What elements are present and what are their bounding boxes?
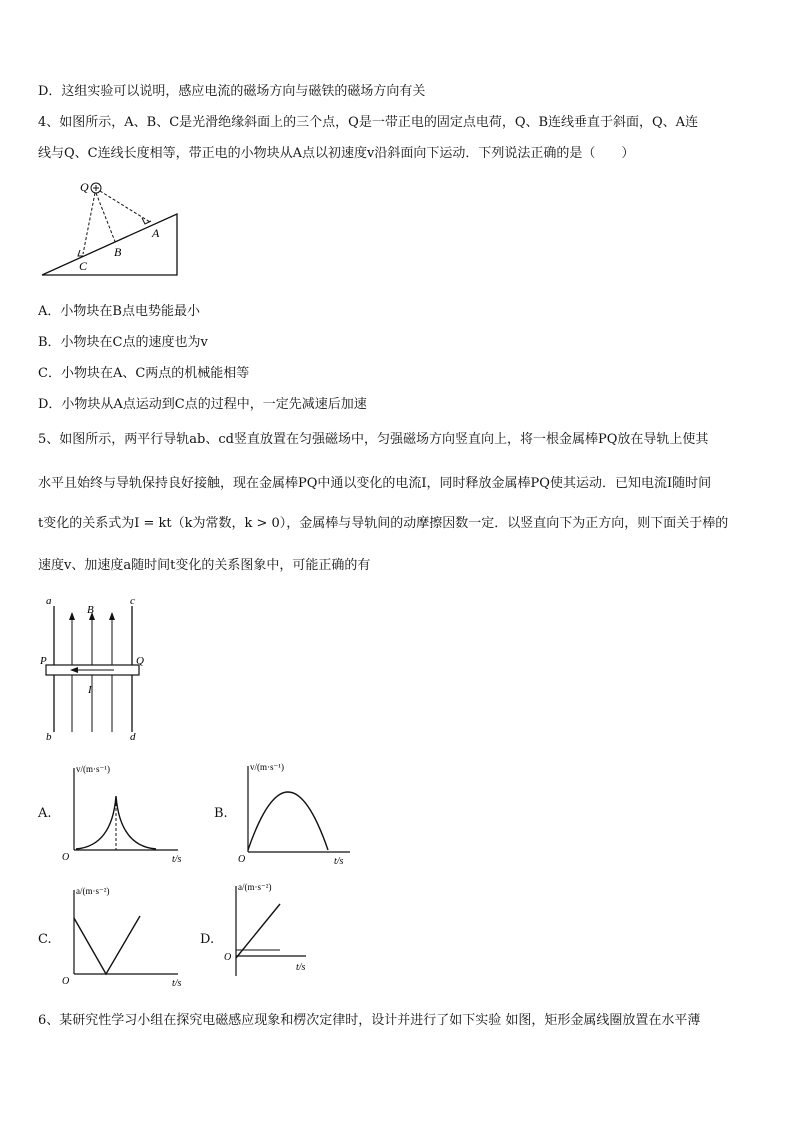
q5-graph-d	[222, 880, 362, 980]
q5-graph-c-ylabel: a/(m·s⁻²)	[76, 886, 110, 896]
q4-stem-line2: 线与Q、C连线长度相等，带正电的小物块从A点以初速度v沿斜面向下运动．下列说法正确的是（ ）	[38, 146, 635, 161]
q5-graph-c-xlabel: t/s	[172, 978, 182, 989]
q5-rail-figure	[36, 592, 152, 744]
q5-graph-c-label: C.	[38, 932, 52, 947]
q4-option-b: B．小物块在C点的速度也为v	[38, 335, 208, 350]
q5-graph-a-origin: O	[62, 852, 70, 863]
q5-label-current: I	[88, 684, 92, 696]
q5-graph-a-xlabel: t/s	[172, 854, 182, 865]
q5-graph-a	[60, 760, 200, 865]
q4-stem-line1: 4、如图所示，A、B、C是光滑绝缘斜面上的三个点，Q是一带正电的固定点电荷，Q、B连线垂直于斜面，Q、A连	[38, 115, 699, 130]
q4-option-d: D．小物块从A点运动到C点的过程中，一定先减速后加速	[38, 397, 367, 412]
q5-graph-d-origin: O	[224, 952, 232, 963]
q5-graph-b-label: B.	[214, 806, 228, 821]
q5-graph-b-ylabel: v/(m·s⁻¹)	[250, 762, 284, 772]
q5-label-d: d	[130, 731, 136, 743]
q5-stem-line4: 速度v、加速度a随时间t变化的关系图象中，可能正确的有	[38, 558, 371, 573]
q5-label-b: b	[46, 731, 52, 743]
q5-graph-b-xlabel: t/s	[334, 856, 344, 867]
q5-graph-a-ylabel: v/(m·s⁻¹)	[76, 764, 110, 774]
q5-stem-line2: 水平且始终与导轨保持良好接触，现在金属棒PQ中通以变化的电流I，同时释放金属棒PQ使其运动．已知电流I随时间	[38, 476, 712, 491]
q5-label-c: c	[130, 595, 135, 607]
q4-label-b: B	[114, 245, 122, 259]
q5-label-field: B	[87, 604, 94, 616]
q5-label-p: P	[40, 655, 47, 667]
q4-label-c: C	[79, 259, 88, 273]
q4-label-a: A	[152, 226, 160, 240]
q5-label-q: Q	[136, 655, 144, 667]
q5-graph-c-origin: O	[62, 976, 70, 987]
q4-option-c: C．小物块在A、C两点的机械能相等	[38, 366, 250, 381]
q4-incline-figure	[38, 172, 188, 280]
q5-graph-d-ylabel: a/(m·s⁻²)	[238, 882, 272, 892]
q4-option-a: A．小物块在B点电势能最小	[38, 304, 200, 319]
q6-stem-line1: 6、某研究性学习小组在探究电磁感应现象和楞次定律时，设计并进行了如下实验 如图，矩形金属线圈放置在水平薄	[38, 1013, 701, 1028]
q5-graph-c	[60, 882, 200, 989]
q5-graph-d-xlabel: t/s	[296, 962, 306, 973]
q4-label-q: Q	[80, 180, 89, 194]
q5-graph-b-origin: O	[238, 854, 246, 865]
q5-graph-b	[232, 760, 372, 867]
prev-option-d: D．这组实验可以说明，感应电流的磁场方向与磁铁的磁场方向有关	[38, 84, 426, 99]
q5-stem-line1: 5、如图所示，两平行导轨ab、cd竖直放置在匀强磁场中，匀强磁场方向竖直向上，将一根金属棒PQ放在导轨上使其	[38, 432, 709, 447]
q5-graph-a-label: A.	[38, 806, 52, 821]
q5-stem-line3: t变化的关系式为I = kt（k为常数，k > 0），金属棒与导轨间的动摩擦因数一定．以竖直向下为正方向，则下面关于棒的	[38, 516, 729, 531]
q5-graph-d-label: D.	[200, 932, 215, 947]
q5-label-a: a	[46, 595, 52, 607]
